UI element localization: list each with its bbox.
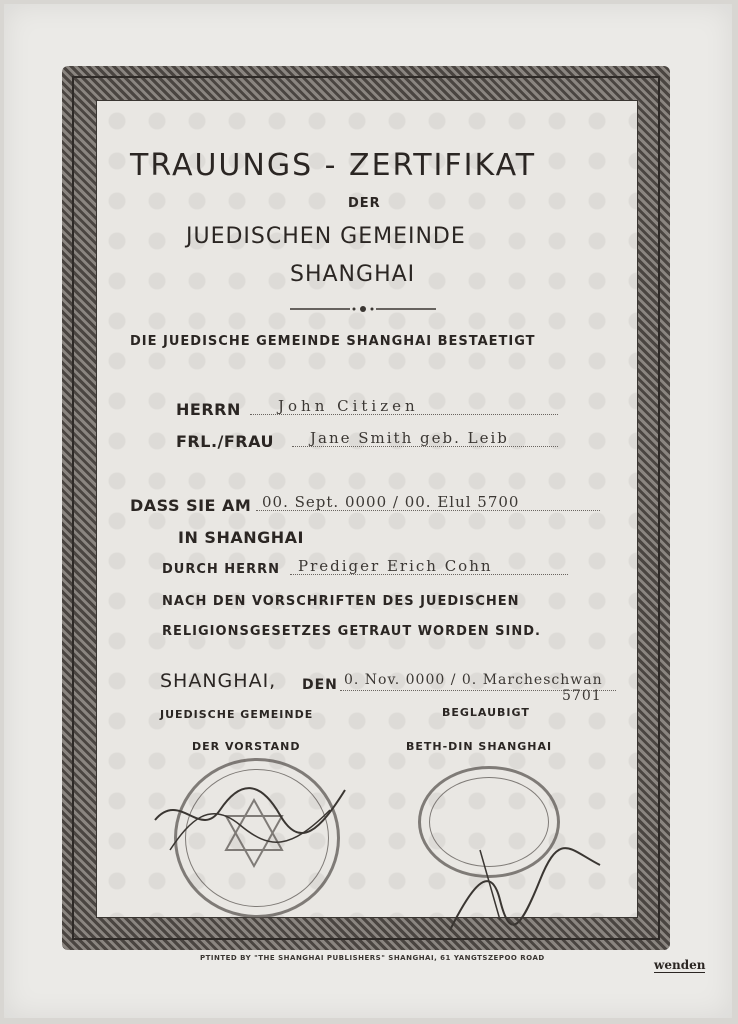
confirmation-statement: DIE JUEDISCHE GEMEINDE SHANGHAI BESTAETIGT (130, 334, 536, 349)
ornament-divider (290, 306, 436, 312)
printer-footer: PTINTED BY "THE SHANGHAI PUBLISHERS" SHANGHAI, 61 YANGTSZEPOO ROAD (200, 954, 545, 962)
left-signature-caption-2: DER VORSTAND (192, 740, 301, 753)
certificate-title: TRAUUNGS - ZERTIFIKAT (130, 148, 537, 183)
religious-law-line: RELIGIONSGESETZES GETRAUT WORDEN SIND. (162, 624, 541, 639)
place-date-year: 5701 (562, 688, 602, 704)
den-label: DEN (302, 677, 338, 693)
organization-line-1: JUEDISCHEN GEMEINDE (186, 224, 466, 249)
dass-sie-am-label: DASS SIE AM (130, 496, 252, 515)
herrn-value: John Citizen (278, 397, 419, 415)
left-handwritten-signature (150, 770, 350, 860)
left-signature-caption-1: JUEDISCHE GEMEINDE (160, 708, 314, 721)
place-label: SHANGHAI, (160, 670, 277, 692)
officiant-value: Prediger Erich Cohn (298, 557, 493, 575)
frau-value: Jane Smith geb. Leib (310, 429, 509, 447)
right-signature-caption-2: BETH-DIN SHANGHAI (406, 740, 553, 753)
durch-herrn-label: DURCH HERRN (162, 562, 280, 577)
title-der: DER (348, 196, 381, 211)
place-date-value: 0. Nov. 0000 / 0. Marcheschwan (344, 672, 603, 688)
regulations-line: NACH DEN VORSCHRIFTEN DES JUEDISCHEN (162, 594, 520, 609)
marriage-date-value: 00. Sept. 0000 / 00. Elul 5700 (262, 493, 520, 511)
turn-over-note: wenden (654, 958, 706, 972)
frau-label: FRL./FRAU (176, 432, 274, 451)
in-shanghai: IN SHANGHAI (178, 528, 304, 547)
herrn-label: HERRN (176, 400, 241, 419)
right-signature-caption-1: BEGLAUBIGT (442, 706, 530, 719)
right-handwritten-signature (440, 830, 610, 940)
organization-line-2: SHANGHAI (290, 262, 416, 287)
